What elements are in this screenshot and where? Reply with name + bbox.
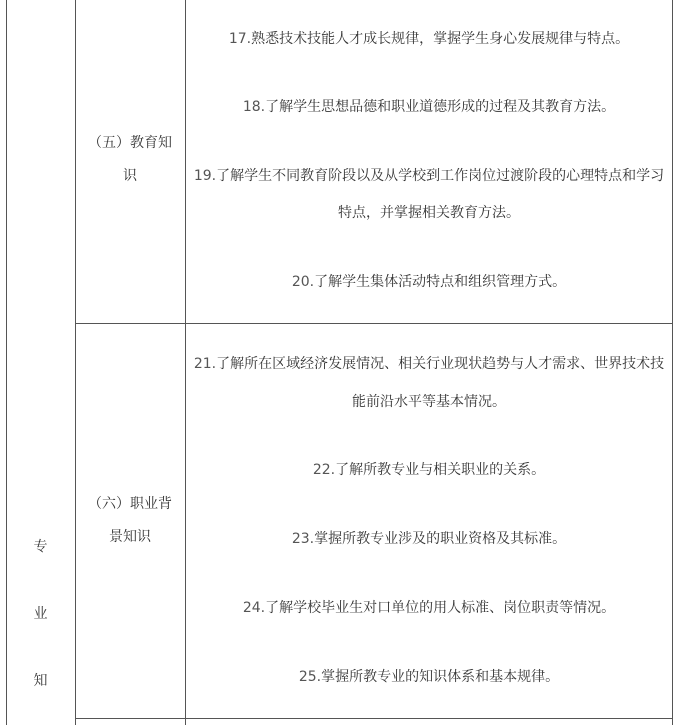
table-row-divider-bottom xyxy=(75,718,673,719)
content-item-cont: 能前沿水平等基本情况。 xyxy=(352,394,506,410)
item-text: 了解所在区域经济发展情况、相关行业现状趋势与人才需求、世界技术技 xyxy=(216,356,665,372)
item-text: 了解学生思想品德和职业道德形成的过程及其教育方法。 xyxy=(265,99,616,115)
section-title: （五）教育知 xyxy=(88,135,172,151)
content-item xyxy=(186,668,672,686)
content-item xyxy=(186,461,672,479)
content-item xyxy=(186,30,672,48)
item-number: 18. xyxy=(242,99,266,115)
item-text: 掌握所教专业涉及的职业资格及其标准。 xyxy=(314,531,567,547)
item-number: 25. xyxy=(298,669,322,685)
section-title-cont: 景知识 xyxy=(109,529,151,545)
item-number: 17. xyxy=(228,31,252,47)
item-text: 了解学生集体活动特点和组织管理方式。 xyxy=(314,274,567,290)
item-number: 23. xyxy=(291,531,315,547)
content-item-cont: 特点，并掌握相关教育方法。 xyxy=(338,205,520,221)
content-item xyxy=(186,98,672,116)
category-char: 专 xyxy=(33,539,48,555)
content-item xyxy=(186,530,672,548)
section-title-cont: 识 xyxy=(123,168,137,184)
item-text: 了解学生不同教育阶段以及从学校到工作岗位过渡阶段的心理特点和学习 xyxy=(216,168,665,184)
item-number: 22. xyxy=(312,462,336,478)
item-text: 了解所教专业与相关职业的关系。 xyxy=(335,462,546,478)
item-number: 19. xyxy=(193,168,217,184)
item-text: 熟悉技术技能人才成长规律，掌握学生身心发展规律与特点。 xyxy=(251,31,630,47)
item-text: 了解学校毕业生对口单位的用人标准、岗位职责等情况。 xyxy=(265,600,616,616)
item-number: 20. xyxy=(291,274,315,290)
section-title: （六）职业背 xyxy=(88,496,172,512)
content-item xyxy=(186,273,672,291)
content-item xyxy=(186,355,672,373)
item-number: 21. xyxy=(193,356,217,372)
table-border-right xyxy=(672,0,673,725)
content-item xyxy=(186,167,672,185)
table-divider-col1 xyxy=(75,0,76,725)
item-number: 24. xyxy=(242,600,266,616)
category-char: 知 xyxy=(33,673,48,689)
table-row-divider xyxy=(75,323,673,324)
item-text: 掌握所教专业的知识体系和基本规律。 xyxy=(321,669,560,685)
category-char: 业 xyxy=(33,606,48,622)
content-item xyxy=(186,599,672,617)
